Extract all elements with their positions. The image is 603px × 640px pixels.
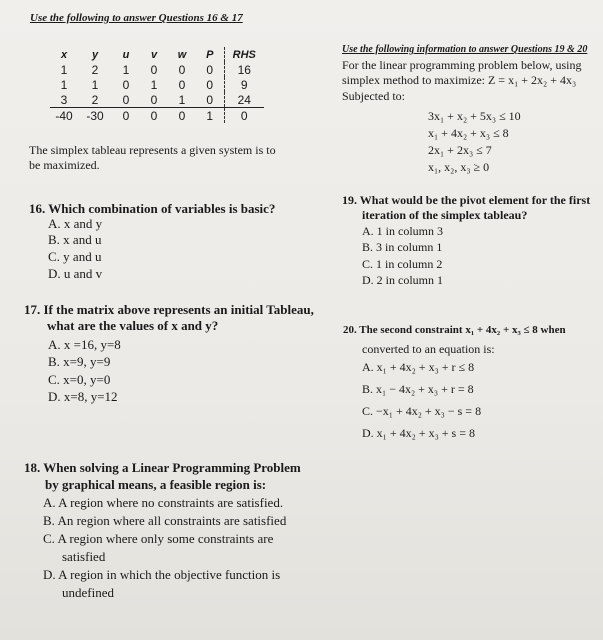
q20-question-line: converted to an equation is: [362, 342, 495, 356]
tableau-header-row [50, 47, 264, 62]
tableau-row [50, 77, 264, 92]
tableau-header: x [60, 48, 68, 61]
tableau-header: w [177, 48, 187, 61]
tableau-header: y [91, 48, 99, 61]
tableau-header: v [150, 48, 158, 61]
right-section-header: Use the following information to answer Questions 19 & 20 [342, 44, 588, 55]
q19-option-d: D. 2 in column 1 [362, 273, 443, 287]
tableau-cell: 0 [150, 62, 158, 77]
simplex-tableau [50, 47, 264, 123]
constraint-3: 2x₁ + 2x₃ ≤ 7 [428, 143, 492, 157]
tableau-note-line: The simplex tableau represents a given system is to [29, 143, 276, 157]
tableau-cell: -30 [86, 108, 104, 123]
constraint-1: 3x₁ + x₂ + 5x₃ ≤ 10 [428, 109, 521, 123]
constraint-4: x₁, x₂, x₃ ≥ 0 [428, 160, 490, 174]
tableau-cell: 0 [206, 77, 214, 92]
q19-option-b: B. 3 in column 1 [362, 240, 443, 254]
q19-question-line: iteration of the simplex tableau? [362, 208, 528, 222]
tableau-cell: 0 [178, 108, 186, 123]
tableau-cell: 24 [224, 92, 264, 108]
tableau-row [50, 108, 264, 124]
q18-question-line: by graphical means, a feasible region is: [45, 477, 267, 492]
left-section-header: Use the following to answer Questions 16 & 17 [30, 12, 243, 24]
tableau-cell: 1 [60, 62, 68, 77]
q20-option-d: D. x₁ + 4x₂ + x₃ + s = 8 [362, 426, 475, 440]
tableau-row [50, 92, 264, 108]
tableau-cell: 0 [206, 62, 214, 77]
tableau-cell: 1 [60, 77, 68, 92]
q19-option-c: C. 1 in column 2 [362, 257, 443, 271]
q16-option-b: B. x and u [48, 232, 102, 247]
tableau-cell: 1 [168, 92, 196, 108]
tableau-header: RHS [224, 47, 264, 62]
tableau-cell: -40 [55, 108, 73, 123]
tableau-cell: 2 [78, 92, 112, 108]
q17-option-c: C. x=0, y=0 [48, 372, 111, 387]
q18-option-d-cont: undefined [62, 585, 114, 600]
q17-option-a: A. x =16, y=8 [48, 337, 121, 352]
q18-question-line: 18. When solving a Linear Programming Problem [24, 460, 301, 475]
q17-option-b: B. x=9, y=9 [48, 354, 111, 369]
q18-option-a: A. A region where no constraints are satisfied. [43, 495, 284, 510]
tableau-header: u [122, 48, 130, 61]
tableau-cell: 1 [150, 77, 158, 92]
q20-option-b: B. x₁ − 4x₂ + x₃ + r = 8 [362, 382, 474, 396]
problem-text-line: For the linear programming problem below, using [342, 58, 582, 72]
tableau-cell: 0 [178, 62, 186, 77]
q16-option-d: D. u and v [48, 266, 103, 281]
q16-question: 16. Which combination of variables is basic? [29, 201, 276, 216]
q19-option-a: A. 1 in column 3 [362, 224, 443, 238]
q18-option-c-cont: satisfied [62, 549, 106, 564]
tableau-cell: 1 [122, 62, 130, 77]
tableau-cell: 1 [206, 108, 214, 123]
tableau-cell: 0 [178, 77, 186, 92]
tableau-cell: 16 [224, 62, 264, 77]
q18-option-c: C. A region where only some constraints are [43, 531, 274, 546]
q18-option-d: D. A region in which the objective function is [43, 567, 281, 582]
q16-option-c: C. y and u [48, 249, 102, 264]
tableau-cell: 0 [150, 108, 158, 123]
tableau-cell: 0 [112, 92, 140, 108]
tableau-cell: 9 [224, 77, 264, 92]
tableau-cell: 1 [91, 77, 99, 92]
tableau-cell: 0 [224, 108, 264, 124]
q16-option-a: A. x and y [48, 216, 103, 231]
tableau-cell: 0 [140, 92, 168, 108]
tableau-cell: 0 [122, 77, 130, 92]
tableau-cell: 2 [91, 62, 99, 77]
constraint-2: x₁ + 4x₂ + x₃ ≤ 8 [428, 126, 509, 140]
tableau-row [50, 62, 264, 77]
q20-option-c: C. −x₁ + 4x₂ + x₃ − s = 8 [362, 404, 482, 418]
q17-option-d: D. x=8, y=12 [48, 389, 118, 404]
q17-question-line: what are the values of x and y? [47, 318, 219, 333]
q20-question-line: 20. The second constraint x₁ + 4x₂ + x₃ ≤ 8 when [343, 324, 566, 336]
q18-option-b: B. An region where all constraints are satisfied [43, 513, 287, 528]
problem-text-line: Subjected to: [342, 89, 405, 103]
tableau-cell: 0 [196, 92, 224, 108]
tableau-note-line: be maximized. [29, 158, 100, 172]
q20-option-a: A. x₁ + 4x₂ + x₃ + r ≤ 8 [362, 360, 475, 374]
q19-question-line: 19. What would be the pivot element for the first [342, 193, 591, 207]
problem-text-line: simplex method to maximize: Z = x₁ + 2x₂ + 4x₃ [342, 73, 577, 87]
tableau-header: P [206, 48, 214, 61]
tableau-cell: 3 [50, 92, 78, 108]
tableau-cell: 0 [122, 108, 130, 123]
q17-question-line: 17. If the matrix above represents an initial Tableau, [24, 302, 314, 317]
